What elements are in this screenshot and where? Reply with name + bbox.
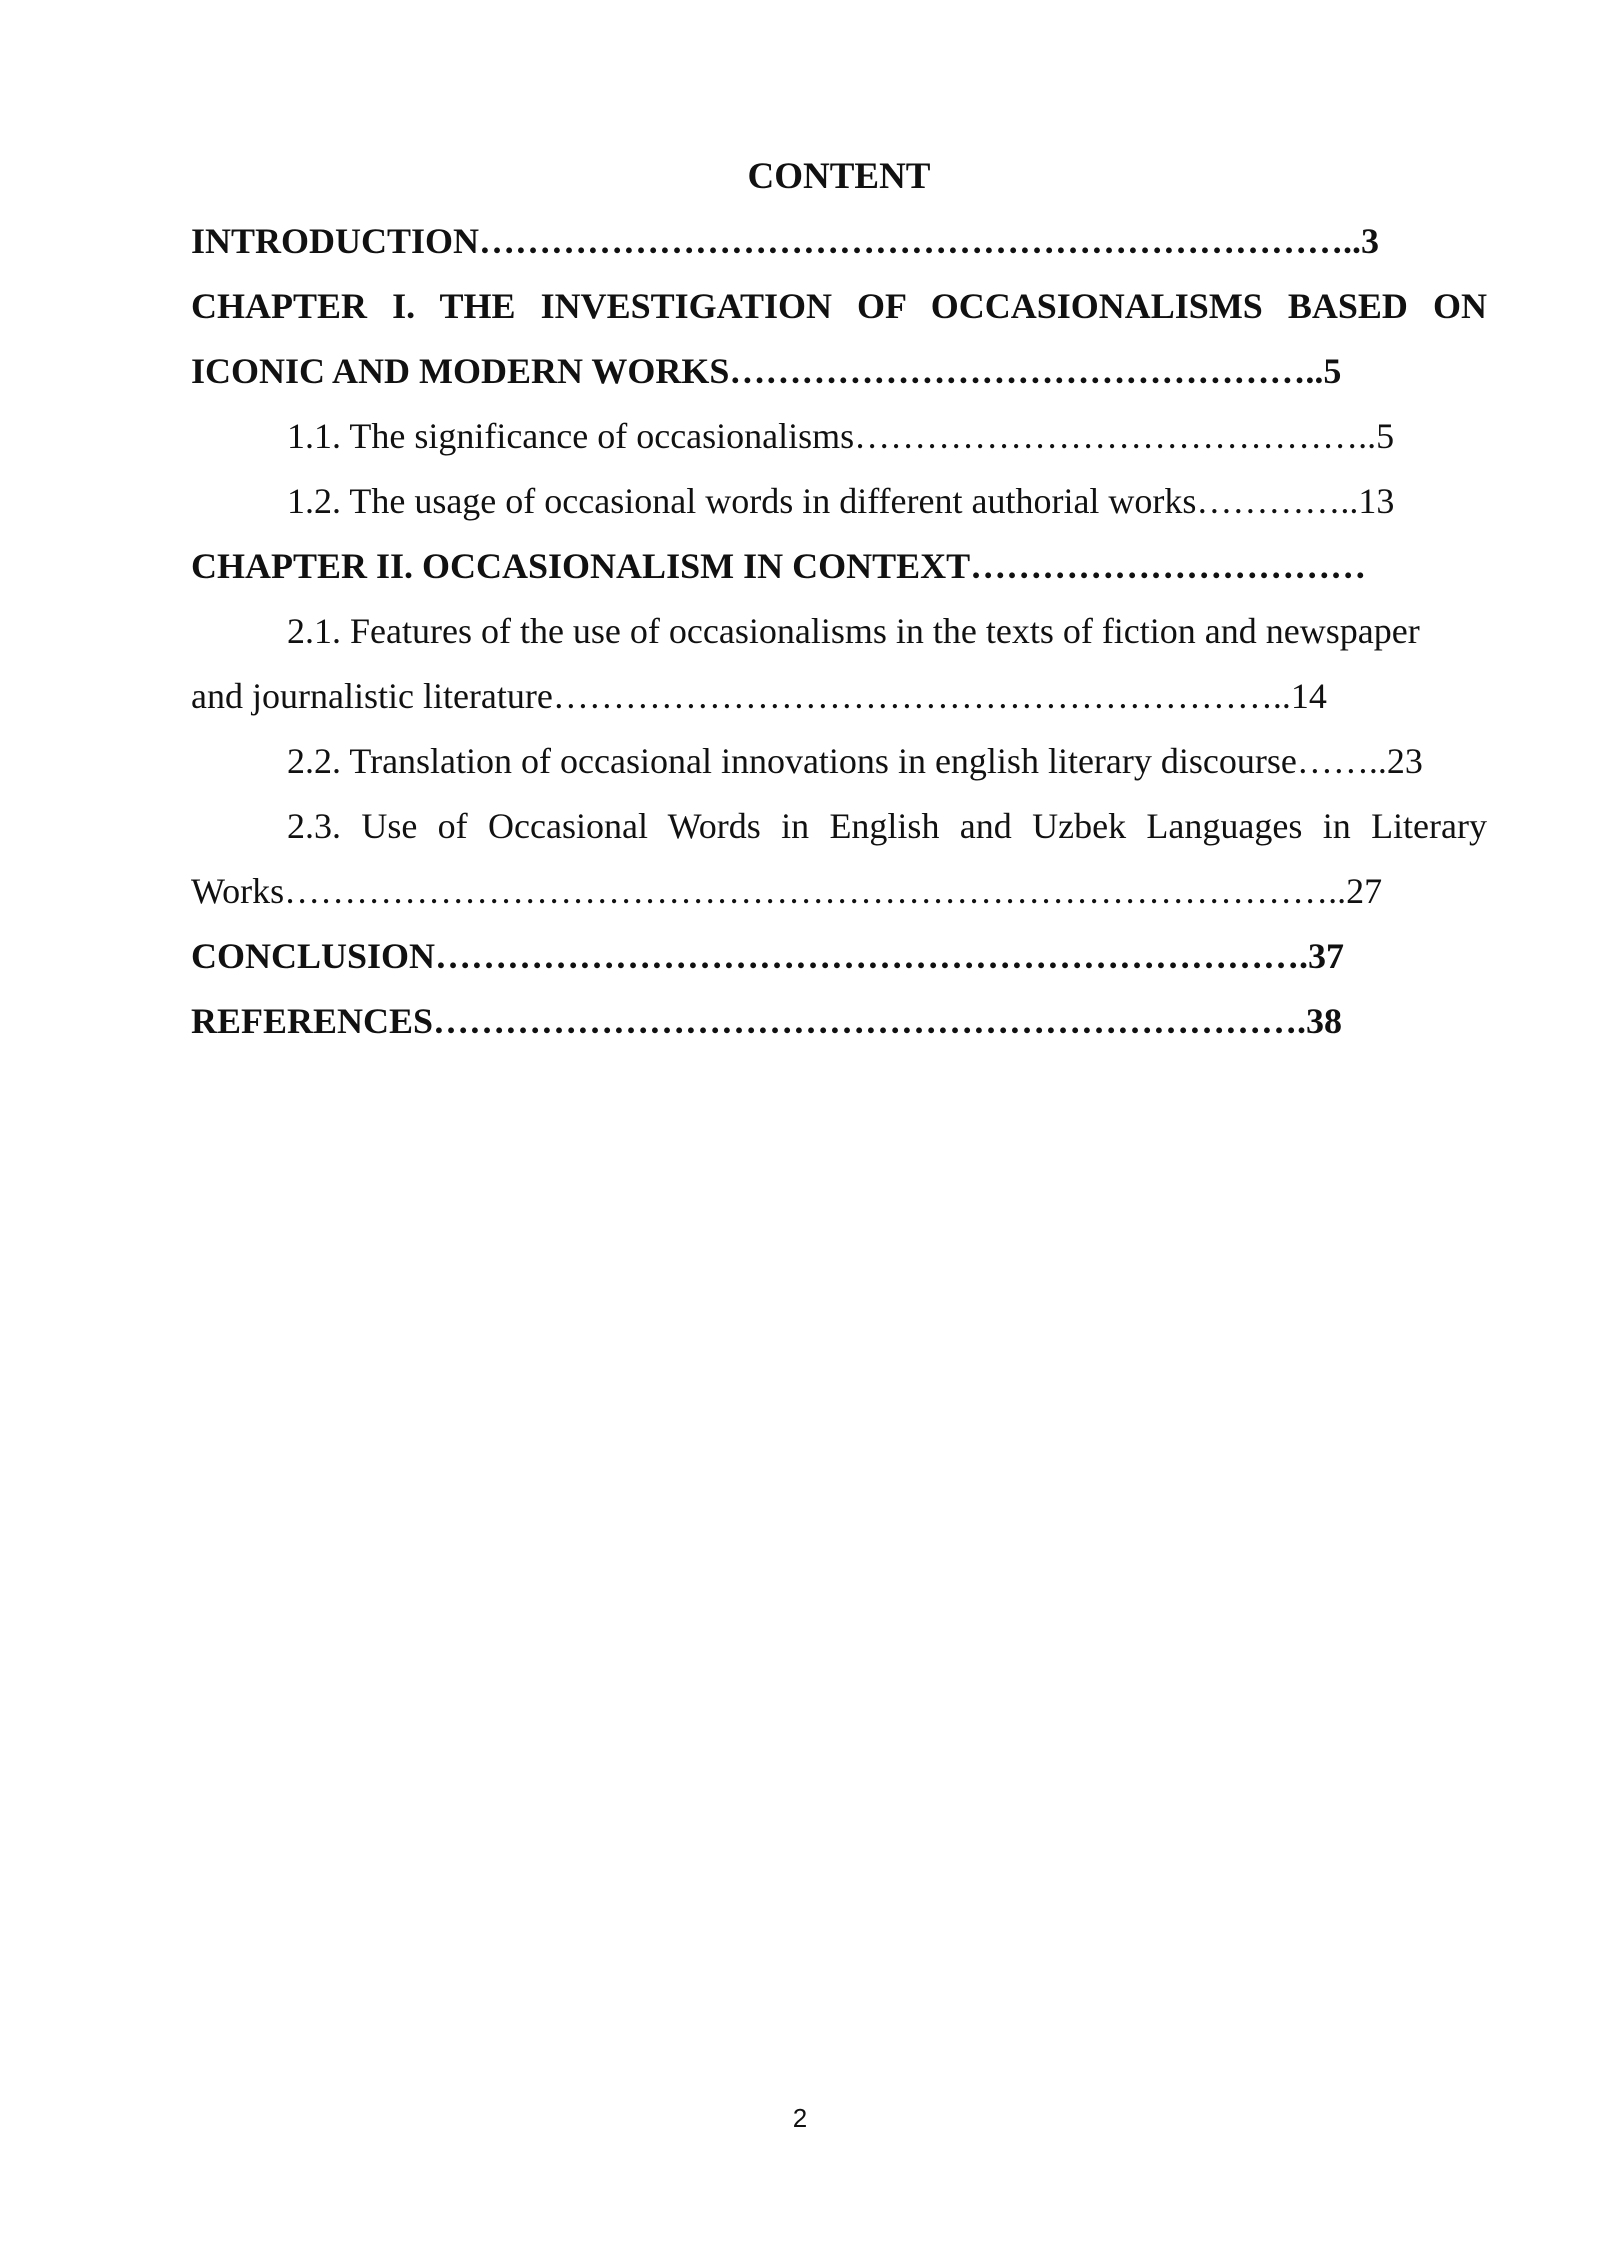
toc-entry-section-2-3: 2.3. Use of Occasional Words in English and Uzbek Languages in Literary [287,806,1487,846]
toc-entry-conclusion: CONCLUSION……………………………………………………………….37 [191,936,1345,976]
toc-entry-references: REFERENCES……………………………………………………………….38 [191,1001,1343,1041]
toc-entry-section-2-1-cont: and journalistic literature……………………………………………………..14 [191,676,1327,716]
toc-heading: CONTENT [747,156,931,197]
toc-entry-chapter-1-title: CHAPTER I. THE INVESTIGATION OF OCCASIONALISMS BASED ON [191,286,1487,326]
toc-entry-section-1-1: 1.1. The significance of occasionalisms……………………………………..5 [287,416,1395,456]
toc-entry-introduction: INTRODUCTION………………………………………………………………..3 [191,221,1380,261]
toc-entry-section-2-3-cont: Works……………………………………………………………………………..27 [191,871,1383,911]
toc-entry-chapter-2-title: CHAPTER II. OCCASIONALISM IN CONTEXT…………………………… [191,546,1367,586]
toc-entry-section-2-2: 2.2. Translation of occasional innovations in english literary discourse……..23 [287,741,1423,781]
toc-entry-section-1-2: 1.2. The usage of occasional words in different authorial works…………..13 [287,481,1395,521]
page-number: 2 [792,2103,808,2133]
toc-entry-section-2-1: 2.1. Features of the use of occasionalisms in the texts of fiction and newspaper [287,611,1420,651]
toc-entry-chapter-1-title-cont: ICONIC AND MODERN WORKS…………………………………………..5 [191,351,1342,391]
table-of-contents [191,144,1487,1054]
